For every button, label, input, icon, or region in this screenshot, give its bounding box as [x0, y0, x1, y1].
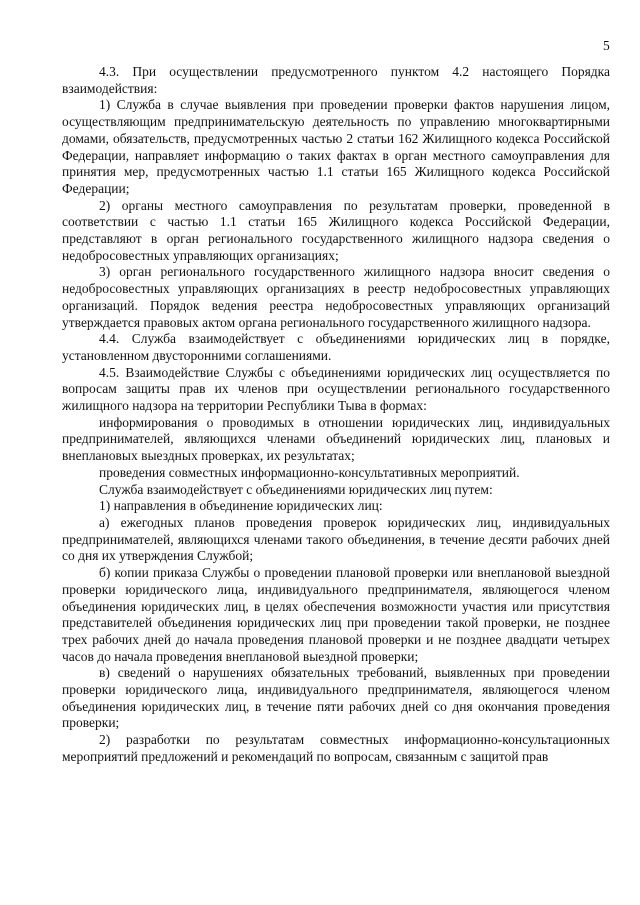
paragraph-4-4: 4.4. Служба взаимодействует с объединениями юридических лиц в порядке, установленном двусторонними соглашениями.: [62, 331, 610, 363]
paragraph-item-2: 2) органы местного самоуправления по результатам проверки, проведенной в соответствии с частью 1.1 статьи 165 Жилищного кодекса Российской Федерации, представляют в орган регионального государственного жилищного надзора сведения о недобросовестных управляющих организациях;: [62, 197, 610, 263]
paragraph-form-informing: информирования о проводимых в отношении юридических лиц, индивидуальных предпринимателей, являющихся членами объединений юридических лиц, плановых и внеплановых выездных проверках, их результатах;: [62, 414, 610, 464]
page-number: 5: [603, 38, 610, 53]
paragraph-item-3: 3) орган регионального государственного жилищного надзора вносит сведения о недобросовестных управляющих организациях в реестр недобросовестных управляющих организаций. Порядок ведения реестра недобросовестных управляющих организаций утверждается правовых актом органа регионального государственного жилищного надзора.: [62, 264, 610, 330]
paragraph-form-events: проведения совместных информационно-консультативных мероприятий.: [99, 464, 520, 480]
paragraph-item-1: 1) Служба в случае выявления при проведении проверки фактов нарушения лицом, осуществляющим предпринимательскую деятельность по управлению многоквартирными домами, обязательств, предусмотренных частью 2 статьи 162 Жилищного кодекса Российской Федерации, направляет информацию о таких фактах в орган местного самоуправления для принятия мер, предусмотренных частью 1.1 статьи 165 Жилищного кодекса Российской Федерации;: [62, 97, 610, 196]
paragraph-subitem-v: в) сведений о нарушениях обязательных требований, выявленных при проведении проверки юридического лица, индивидуального предпринимателя, являющегося членом объединения юридических лиц, в течение пяти рабочих дней со дня окончания проведения проверки;: [62, 665, 610, 731]
document-body: [62, 64, 610, 766]
paragraph-4-3: 4.3. При осуществлении предусмотренного пунктом 4.2 настоящего Порядка взаимодействия:: [62, 64, 610, 96]
paragraph-interaction-intro: Служба взаимодействует с объединениями юридических лиц путем:: [99, 481, 493, 497]
paragraph-4-5: 4.5. Взаимодействие Службы с объединениями юридических лиц осуществляется по вопросам защиты прав их членов при осуществлении регионального государственного жилищного надзора на территории Республики Тыва в формах:: [62, 364, 610, 414]
paragraph-subitem-1: 1) направления в объединение юридических лиц:: [99, 498, 383, 514]
paragraph-subitem-a: а) ежегодных планов проведения проверок юридических лиц, индивидуальных предпринимателей, являющихся членами такого объединения, в течение десяти рабочих дней со дня их утверждения Службой;: [62, 514, 610, 564]
paragraph-subitem-b: б) копии приказа Службы о проведении плановой проверки или внеплановой выездной проверки юридического лица, индивидуального предпринимателя, являющегося членом объединения юридических лиц, в целях обеспечения возможности участия или присутствия представителей объединения юридических лиц при проведении такой проверки, не позднее трех рабочих дней до начала проведения плановой проверки и не позднее двадцати четырех часов до начала проведения внеплановой выездной проверки;: [62, 565, 610, 664]
paragraph-subitem-2: 2) разработки по результатам совместных информационно-консультационных мероприятий предложений и рекомендаций по вопросам, связанным с защитой прав: [62, 732, 610, 764]
